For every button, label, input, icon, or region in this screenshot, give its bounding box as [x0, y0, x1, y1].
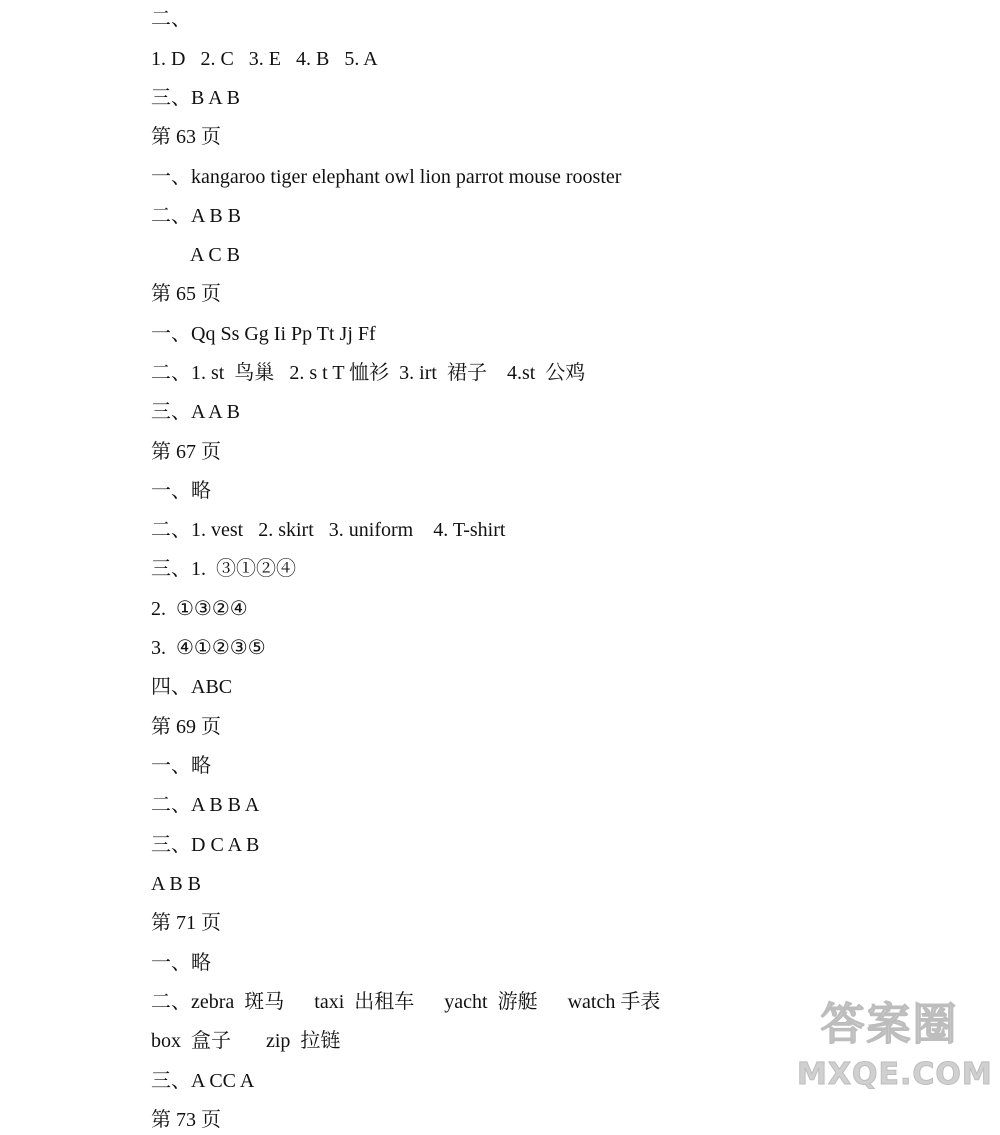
- answer-line: 二、A B B: [151, 205, 242, 227]
- answer-line: 一、略: [151, 480, 211, 502]
- answer-line: 二、: [151, 8, 191, 30]
- answer-line: 三、A CC A: [151, 1070, 255, 1092]
- answer-line: 三、A A B: [151, 401, 240, 423]
- answer-line: 2. ①③②④: [151, 598, 248, 620]
- page-heading: 第 71 页: [151, 912, 221, 934]
- answer-line: 三、B A B: [151, 87, 240, 109]
- answer-line: 一、略: [151, 952, 211, 974]
- answer-line: A B B: [151, 873, 202, 895]
- answer-line: 二、zebra 斑马 taxi 出租车 yacht 游艇 watch 手表: [151, 991, 661, 1013]
- answer-line: 二、1. st 鸟巢 2. s t T 恤衫 3. irt 裙子 4.st 公鸡: [151, 362, 586, 384]
- answer-line: 四、ABC: [151, 676, 233, 698]
- answer-line: 三、1. ③①②④: [151, 558, 296, 580]
- answer-line: 1. D 2. C 3. E 4. B 5. A: [151, 48, 378, 70]
- answer-line: 一、kangaroo tiger elephant owl lion parrot mouse rooster: [151, 166, 622, 188]
- answer-line: A C B: [190, 244, 241, 266]
- answer-line: 二、A B B A: [151, 794, 260, 816]
- answer-line: box 盒子 zip 拉链: [151, 1030, 341, 1052]
- answer-line: 3. ④①②③⑤: [151, 637, 266, 659]
- page-heading: 第 67 页: [151, 441, 221, 463]
- answer-line: 一、略: [151, 755, 211, 777]
- watermark-logo-text: 答案圈: [820, 999, 959, 1050]
- answer-line: 三、D C A B: [151, 834, 260, 856]
- watermark-domain: MXQE.COM: [797, 1057, 993, 1092]
- page-heading: 第 63 页: [151, 126, 221, 148]
- page-heading: 第 69 页: [151, 716, 221, 738]
- page-heading: 第 65 页: [151, 283, 221, 305]
- page-heading: 第 73 页: [151, 1109, 221, 1131]
- answer-line: 二、1. vest 2. skirt 3. uniform 4. T-shirt: [151, 519, 506, 541]
- site-watermark: [797, 995, 993, 1125]
- answer-line: 一、Qq Ss Gg Ii Pp Tt Jj Ff: [151, 323, 376, 345]
